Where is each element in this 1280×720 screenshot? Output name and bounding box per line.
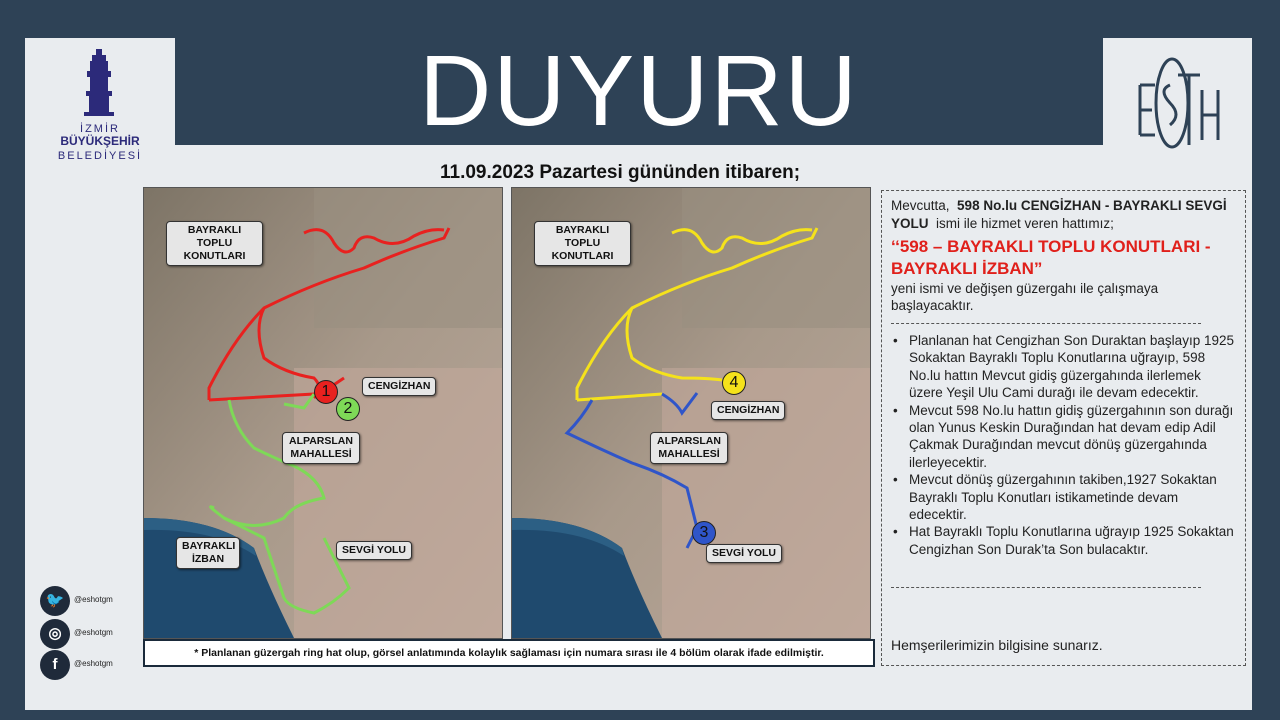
label-izban: BAYRAKLI İZBAN — [176, 537, 240, 569]
page-title: DUYURU — [419, 35, 859, 147]
label-alparslan: ALPARSLAN MAHALLESİ — [282, 432, 360, 464]
info-intro — [891, 197, 1239, 233]
logo-line3: BELEDİYESİ — [57, 150, 143, 162]
list-item: • Mevcut dönüş güzergahının takiben,1927 Sokaktan Bayraklı Toplu Konutları istikametinde devam edecektir. — [891, 471, 1236, 523]
footnote: * Planlanan güzergah ring hat olup, görsel anlatımında kolaylık sağlaması için numara sırası ile 4 bölüm olarak ifade edilmiştir. — [143, 639, 875, 667]
separator — [891, 323, 1201, 324]
list-item: • Mevcut 598 No.lu hattın gidiş güzergahının son durağı olan Yunus Keskin Durağından hat devam edip Adil Çakmak Durağından mevcut dönüş güzergahında ilerleyecektir. — [891, 402, 1236, 472]
route-badge-3: 3 — [692, 521, 716, 545]
info-panel — [881, 190, 1246, 666]
separator — [891, 587, 1201, 588]
intro-suffix: ismi ile hizmet veren hattımız; — [936, 216, 1114, 231]
route-badge-4: 4 — [722, 371, 746, 395]
instagram-icon[interactable]: ◎ — [40, 619, 70, 649]
label-sevgi-yolu: SEVGİ YOLU — [336, 541, 412, 560]
label-cengizhan: CENGİZHAN — [362, 377, 436, 396]
label-toplu-konutlari: BAYRAKLI TOPLU KONUTLARI — [166, 221, 263, 266]
social-handle: @eshotgm — [74, 659, 113, 668]
label-toplu-konutlari-r: BAYRAKLI TOPLU KONUTLARI — [534, 221, 631, 266]
date-line: 11.09.2023 Pazartesi gününden itibaren; — [440, 162, 801, 183]
logo-line1: İZMİR — [80, 123, 120, 135]
route-badge-2: 2 — [336, 397, 360, 421]
route-map-right — [511, 187, 871, 639]
intro-bold: 598 No.lu CENGİZHAN - BAYRAKLI SEVGİ YOLU — [891, 198, 1227, 231]
list-item: • Hat Bayraklı Toplu Konutlarına uğrayıp 1925 Sokaktan Cengizhan Son Durak’ta Son bulacaktır. — [891, 523, 1236, 558]
logo-line2: BÜYÜKŞEHİR — [60, 134, 140, 148]
eshot-monogram-icon — [1110, 45, 1240, 160]
label-alparslan-r: ALPARSLAN MAHALLESİ — [650, 432, 728, 464]
closing-text: Hemşerilerimizin bilgisine sunarız. — [891, 637, 1103, 653]
header-band — [175, 35, 1103, 147]
route-map-left — [143, 187, 503, 639]
facebook-icon[interactable]: f — [40, 650, 70, 680]
social-handle: @eshotgm — [74, 628, 113, 637]
route-badge-1: 1 — [314, 380, 338, 404]
eshot-logo — [1110, 45, 1240, 160]
intro-prefix: Mevcutta, — [891, 198, 950, 213]
bullet-list — [891, 332, 1236, 558]
label-sevgi-yolu-r: SEVGİ YOLU — [706, 544, 782, 563]
info-intro2: yeni ismi ve değişen güzergahı ile çalışmaya başlayacaktır. — [891, 281, 1159, 313]
label-cengizhan-r: CENGİZHAN — [711, 401, 785, 420]
list-item: • Planlanan hat Cengizhan Son Duraktan başlayıp 1925 Sokaktan Bayraklı Toplu Konutlarına uğrayıp, 598 No.lu hattın Mevcut gidiş güzergahında ilerlemek üzere Yeşil Ulu Cami durağı ile devam edecektir. — [891, 332, 1236, 402]
new-line-name: ‘‘598 – BAYRAKLI TOPLU KONUTLARI - BAYRAKLI İZBAN” — [891, 237, 1211, 278]
clock-tower-icon — [30, 45, 170, 170]
social-handle: @eshotgm — [74, 595, 113, 604]
izmir-logo — [30, 45, 170, 170]
twitter-icon[interactable]: 🐦 — [40, 586, 70, 616]
